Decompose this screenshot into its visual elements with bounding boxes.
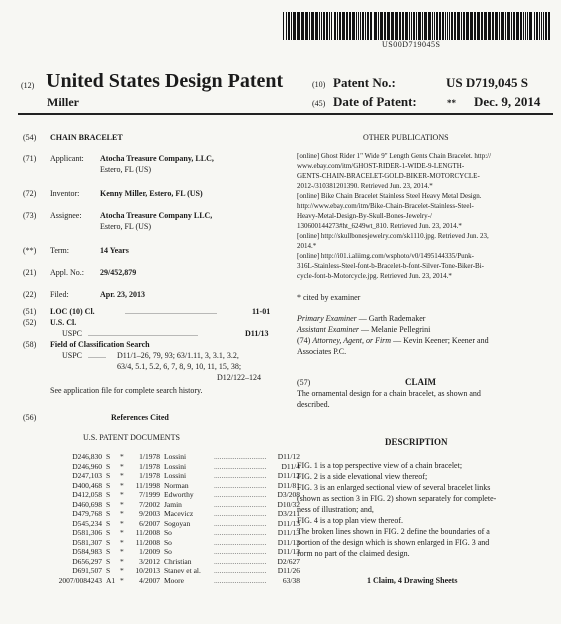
reference-star: * (120, 575, 124, 585)
publication-line: 2012-/310381201390. Retrieved Jun. 23, 2014.* (297, 182, 433, 190)
reference-kind: S (106, 480, 111, 490)
barcode-bar (422, 12, 423, 40)
barcode-bar (484, 12, 487, 40)
reference-name: Macevicz (164, 509, 194, 518)
barcode-bar (339, 12, 341, 40)
reference-class: D11/81 (277, 480, 300, 490)
barcode-bar (477, 12, 480, 40)
reference-name: Lossini (164, 452, 187, 461)
reference-class: D11/13 (277, 528, 300, 537)
reference-date: 7/2002 (139, 499, 160, 509)
description-line: FIG. 1 is a top perspective view of a chain bracelet; (297, 461, 463, 470)
code-54: (54) (23, 133, 37, 142)
reference-kind: S (106, 537, 111, 547)
barcode-bar (505, 12, 506, 40)
code-21: (21) (23, 268, 37, 277)
other-publications-heading: OTHER PUBLICATIONS (363, 133, 449, 142)
reference-leader: ............................ (214, 537, 267, 547)
reference-class: D2/627 (277, 556, 300, 566)
code-12: (12) (21, 81, 35, 90)
barcode-bar (346, 12, 348, 40)
publication-line: http://www.ebay.com/itm/Bike-Chain-Bracelet-Stainless-Steel- (297, 202, 474, 210)
barcode-bar (501, 12, 504, 40)
reference-date: 11/1998 (135, 480, 160, 490)
barcode-bar (370, 12, 372, 40)
inventor-value: Kenny Miller, Estero, FL (US) (100, 189, 203, 198)
reference-leader: ............................ (214, 480, 267, 490)
barcode-bar (291, 12, 292, 40)
reference-star: * (120, 547, 124, 556)
reference-star: * (120, 471, 124, 480)
barcode-bar (378, 12, 379, 40)
barcode-bar (342, 12, 345, 40)
barcode-bar (513, 12, 515, 40)
publication-line: Heavy-Metal-Design-By-Skull-Bones-Jewelry-/ (297, 212, 432, 220)
term-label: Term: (50, 246, 69, 255)
barcode-bar (326, 12, 328, 40)
barcode-bar (365, 12, 366, 40)
barcode-bar (293, 12, 296, 40)
barcode-bar (409, 12, 410, 40)
field-search-label: Field of Classification Search (50, 340, 150, 349)
reference-star: * (120, 556, 124, 566)
date-label: Date of Patent: (333, 94, 417, 109)
barcode-bar (434, 12, 435, 40)
barcode-bar (395, 12, 398, 40)
filed-value: Apr. 23, 2013 (100, 290, 146, 299)
appl-value: 29/452,879 (100, 268, 137, 277)
applicant-label: Applicant: (50, 154, 84, 163)
reference-class: D11/13 (277, 518, 300, 528)
reference-class: D11/13 (277, 537, 300, 547)
reference-star: * (120, 528, 124, 537)
barcode-bar (436, 12, 438, 40)
barcode-bar (541, 12, 542, 40)
references-heading: References Cited (111, 413, 169, 422)
barcode-bar (323, 12, 325, 40)
reference-star: * (120, 518, 124, 528)
barcode-bar (488, 12, 491, 40)
publication-line: 130600144273#ht_6249wt_810. Retrieved Jun. 23, 2014.* (297, 222, 462, 230)
design-title: CHAIN BRACELET (50, 133, 123, 142)
description-line: FIG. 2 is a side elevational view thereof; (297, 472, 428, 481)
field-search-line2: 63/4, 5.1, 5.2, 6, 7, 8, 9, 10, 11, 15, 38; (117, 362, 242, 371)
barcode-bar (315, 12, 318, 40)
reference-date: 1/1978 (139, 461, 160, 471)
barcode-bar (454, 12, 456, 40)
barcode-bar (499, 12, 500, 40)
barcode-bar (463, 12, 465, 40)
reference-leader: ............................ (214, 566, 267, 575)
reference-class: D11/26 (277, 566, 300, 575)
assignee-location: Estero, FL (US) (100, 222, 152, 231)
barcode-bar (523, 12, 524, 40)
barcode-bar (391, 12, 394, 40)
description-line: form no part of the claimed design. (297, 549, 410, 558)
code-10: (10) (312, 80, 326, 89)
reference-star: * (120, 461, 124, 471)
reference-date: 3/2012 (139, 556, 160, 566)
barcode-bar (297, 12, 300, 40)
reference-date: 11/2008 (135, 528, 160, 537)
reference-star: * (120, 537, 124, 547)
reference-number: D584,983 (72, 547, 102, 556)
patent-no-label: Patent No.: (333, 75, 396, 90)
barcode-bar (399, 12, 401, 40)
reference-date: 1/2009 (139, 547, 160, 556)
publication-line: www.ebay.com/itm/GHOST-RIDER-1-WIDE-9-LENGTH- (297, 162, 465, 170)
barcode-bar (362, 12, 364, 40)
reference-number: D247,103 (72, 471, 102, 480)
barcode-number: US00D719045S (382, 40, 441, 49)
reference-kind: S (106, 490, 111, 499)
reference-star: * (120, 499, 124, 509)
field-search-line1: D11/1–26, 79, 93; 63/1.11, 3, 3.1, 3.2, (117, 351, 239, 360)
barcode-bar (411, 12, 412, 40)
code-52: (52) (23, 318, 37, 327)
claim-heading: CLAIM (405, 377, 436, 387)
reference-kind: S (106, 461, 111, 471)
uscl-sub: USPC (62, 329, 83, 338)
barcode-bar (511, 12, 512, 40)
reference-name: Jamin (164, 499, 182, 509)
reference-number: D545,234 (72, 518, 102, 528)
filed-label: Filed: (50, 290, 69, 299)
barcode-bar (367, 12, 369, 40)
date-mark: ** (447, 98, 456, 108)
references-table (0, 452, 300, 622)
barcode-bar (349, 12, 351, 40)
reference-name: Lossini (164, 471, 187, 480)
reference-name: Edworthy (164, 490, 194, 499)
uscl-value: D11/13 (245, 329, 269, 338)
code-term: (**) (23, 246, 37, 255)
barcode-bar (334, 12, 336, 40)
reference-number: 2007/0084243 (58, 575, 102, 585)
header-rule (18, 113, 553, 115)
primary-examiner: Primary Examiner — Garth Rademaker (297, 314, 426, 323)
barcode-bar (445, 12, 446, 40)
reference-name: Sogoyan (164, 518, 191, 528)
reference-kind: S (106, 452, 111, 461)
reference-leader: ............................ (214, 556, 267, 566)
publication-line: [online] http://i01.i.aliimg.com/wsphoto/v0/1495144335/Punk- (297, 252, 474, 260)
reference-class: D11/13 (277, 547, 300, 556)
reference-date: 7/1999 (139, 490, 160, 499)
barcode-bar (461, 12, 462, 40)
reference-date: 11/2008 (135, 537, 160, 547)
barcode-bar (529, 12, 532, 40)
code-71: (71) (23, 154, 37, 163)
reference-leader: ............................ (214, 518, 267, 528)
description-line: ness of illustration; and, (297, 505, 374, 514)
barcode-bar (309, 12, 310, 40)
publication-line: cycle-font-b-Motorcycle.jpg. Retrieved Jun. 23, 2014.* (297, 272, 452, 280)
code-22: (22) (23, 290, 37, 299)
reference-date: 9/2003 (139, 509, 160, 518)
barcode-bar (352, 12, 355, 40)
reference-number: D460,698 (72, 499, 102, 509)
barcode-bar (319, 12, 320, 40)
barcode-bar (495, 12, 498, 40)
reference-date: 6/2007 (139, 518, 160, 528)
barcode-bar (311, 12, 314, 40)
assignee-name: Atocha Treasure Company LLC, (100, 211, 213, 220)
reference-star: * (120, 490, 124, 499)
barcode-bar (492, 12, 494, 40)
reference-kind: S (106, 566, 111, 575)
barcode-bar (358, 12, 359, 40)
publication-line: 2014.* (297, 242, 317, 250)
reference-class: D11/12 (277, 452, 300, 461)
reference-kind: S (106, 528, 111, 537)
reference-leader: ............................ (214, 509, 267, 518)
document-title: United States Design Patent (46, 70, 284, 92)
reference-leader: ............................ (214, 528, 267, 537)
barcode-bar (418, 12, 421, 40)
reference-number: D656,297 (72, 556, 102, 566)
barcode-bar (466, 12, 469, 40)
reference-number: D412,058 (72, 490, 102, 499)
barcode-bar (286, 12, 287, 40)
barcode-bar (481, 12, 483, 40)
reference-kind: S (106, 499, 111, 509)
reference-leader: ............................ (214, 471, 267, 480)
field-search-note: See application file for complete search history. (50, 386, 203, 395)
reference-kind: S (106, 556, 111, 566)
inventor-surname: Miller (47, 95, 79, 109)
barcode-bar (301, 12, 304, 40)
reference-date: 4/2007 (139, 575, 160, 585)
code-73: (73) (23, 211, 37, 220)
code-56: (56) (23, 413, 37, 422)
barcode-bar (288, 12, 290, 40)
barcode-bar (305, 12, 308, 40)
reference-leader: ............................ (214, 461, 267, 471)
reference-name: So (164, 537, 172, 547)
description-heading: DESCRIPTION (385, 437, 448, 447)
description-line: FIG. 4 is a top plan view thereof. (297, 516, 403, 525)
barcode-bar (413, 12, 415, 40)
reference-kind: S (106, 471, 111, 480)
appl-label: Appl. No.: (50, 268, 84, 277)
reference-number: D246,960 (72, 461, 102, 471)
reference-date: 1/1978 (139, 452, 160, 461)
barcode-bar (525, 12, 526, 40)
applicant-name: Atocha Treasure Company, LLC, (100, 154, 214, 163)
description-line: FIG. 3 is an enlarged sectional view of several bracelet links (297, 483, 491, 492)
field-search-leader: ......... (88, 351, 106, 360)
barcode-bar (548, 12, 550, 40)
barcode-bar (442, 12, 444, 40)
barcode-bar (428, 12, 431, 40)
assistant-examiner: Assistant Examiner — Melanie Pellegrini (297, 325, 431, 334)
reference-name: Christian (164, 556, 192, 566)
code-45: (45) (312, 99, 326, 108)
barcode-bar (387, 12, 390, 40)
loc-label: LOC (10) Cl. (50, 307, 95, 316)
assignee-label: Assignee: (50, 211, 82, 220)
barcode-bar (380, 12, 383, 40)
barcode-bar (439, 12, 441, 40)
reference-star: * (120, 509, 124, 518)
barcode-bar (405, 12, 408, 40)
reference-number: D581,307 (72, 537, 102, 547)
attorney-firm: Associates P.C. (297, 347, 347, 356)
barcode-bar (520, 12, 522, 40)
reference-name: Moore (164, 575, 184, 585)
barcode-bar (449, 12, 450, 40)
reference-number: D400,468 (72, 480, 102, 490)
reference-kind: S (106, 518, 111, 528)
loc-leader: .............................................. (125, 307, 217, 316)
barcode-bar (402, 12, 404, 40)
reference-star: * (120, 566, 124, 575)
reference-class: D11/4 (281, 461, 300, 471)
field-search-line3: D12/122–124 (217, 373, 261, 382)
reference-class: D11/12 (277, 471, 300, 480)
reference-class: D10/32 (277, 499, 300, 509)
barcode-bar (516, 12, 519, 40)
barcode-bar (470, 12, 473, 40)
reference-name: So (164, 547, 172, 556)
barcode-bar (507, 12, 510, 40)
barcode-bar (337, 12, 338, 40)
barcode-bar (424, 12, 427, 40)
field-search-sub: USPC (62, 351, 83, 360)
reference-class: D3/208 (277, 490, 300, 499)
barcode-bar (451, 12, 453, 40)
barcode-bar (331, 12, 332, 40)
barcode-bar (283, 12, 284, 40)
barcode-bar (474, 12, 476, 40)
reference-class: 63/38 (282, 575, 300, 585)
reference-name: Lossini (164, 461, 187, 471)
barcode-bar (534, 12, 535, 40)
barcode-bar (321, 12, 322, 40)
claims-drawings-count: 1 Claim, 4 Drawing Sheets (367, 576, 458, 585)
barcode-bar (545, 12, 547, 40)
publication-line: GENTS-CHAIN-BRACELET-GOLD-BIKER-MOTORCYCLE- (297, 172, 480, 180)
reference-number: D581,306 (72, 528, 102, 537)
cited-by-examiner: * cited by examiner (297, 293, 361, 302)
inventor-label: Inventor: (50, 189, 80, 198)
uscl-leader: ....................................................... (88, 329, 198, 338)
code-51: (51) (23, 307, 37, 316)
reference-leader: ............................ (214, 547, 267, 556)
reference-number: D479,768 (72, 509, 102, 518)
description-line: portion of the design which is shown enlarged in FIG. 3 and (297, 538, 490, 547)
publication-line: [online] Ghost Rider 1" Wide 9" Length Gents Chain Bracelet. http:// (297, 152, 492, 160)
description-line: (shown as section 3 in FIG. 2) shown separately for complete- (297, 494, 497, 503)
barcode-bar (539, 12, 540, 40)
publication-line: [online] http://skullbonesjewelry.com/sk1110.jpg. Retrieved Jun. 23, (297, 232, 489, 240)
patent-date: Dec. 9, 2014 (474, 94, 541, 109)
reference-name: Stanev et al. (164, 566, 201, 575)
barcode-bar (432, 12, 433, 40)
patent-number: US D719,045 S (446, 75, 528, 90)
reference-date: 10/2013 (135, 566, 160, 575)
reference-name: So (164, 528, 172, 537)
reference-class: D3/211 (277, 509, 300, 518)
reference-date: 1/1978 (139, 471, 160, 480)
barcode-bar (527, 12, 528, 40)
barcode-bar (416, 12, 417, 40)
reference-number: D246,830 (72, 452, 102, 461)
reference-number: D691,507 (72, 566, 102, 575)
reference-leader: ............................ (214, 452, 267, 461)
barcode-bar (543, 12, 544, 40)
barcode-bar (536, 12, 538, 40)
barcode-bar (447, 12, 448, 40)
reference-leader: ............................ (214, 575, 267, 585)
us-patent-documents-heading: U.S. PATENT DOCUMENTS (83, 433, 180, 442)
uscl-label: U.S. Cl. (50, 318, 77, 327)
reference-star: * (120, 480, 124, 490)
reference-kind: A1 (106, 575, 116, 585)
publication-line: [online] Bike Chain Bracelet Stainless Steel Heavy Metal Design. (297, 192, 482, 200)
reference-star: * (120, 452, 124, 461)
barcode (283, 12, 553, 40)
barcode-bar (329, 12, 330, 40)
reference-kind: S (106, 547, 111, 556)
barcode-bar (384, 12, 386, 40)
publication-line: 316L-Stainless-Steel-font-b-Bracelet-b-font-Silver-Tone-Biker-Bi- (297, 262, 485, 270)
term-value: 14 Years (100, 246, 129, 255)
reference-leader: ............................ (214, 499, 267, 509)
code-57: (57) (297, 378, 311, 387)
barcode-bar (360, 12, 361, 40)
attorney: (74) Attorney, Agent, or Firm — Kevin Keener; Keener and (297, 336, 489, 345)
barcode-bar (374, 12, 377, 40)
code-58: (58) (23, 340, 37, 349)
reference-leader: ............................ (214, 490, 267, 499)
reference-name: Norman (164, 480, 189, 490)
applicant-location: Estero, FL (US) (100, 165, 152, 174)
reference-kind: S (106, 509, 111, 518)
code-72: (72) (23, 189, 37, 198)
loc-value: 11-01 (252, 307, 271, 316)
description-line: The broken lines shown in FIG. 2 define the boundaries of a (297, 527, 490, 536)
barcode-bar (457, 12, 460, 40)
barcode-bar (356, 12, 357, 40)
claim-line2: described. (297, 400, 330, 409)
claim-line1: The ornamental design for a chain bracelet, as shown and (297, 389, 481, 398)
